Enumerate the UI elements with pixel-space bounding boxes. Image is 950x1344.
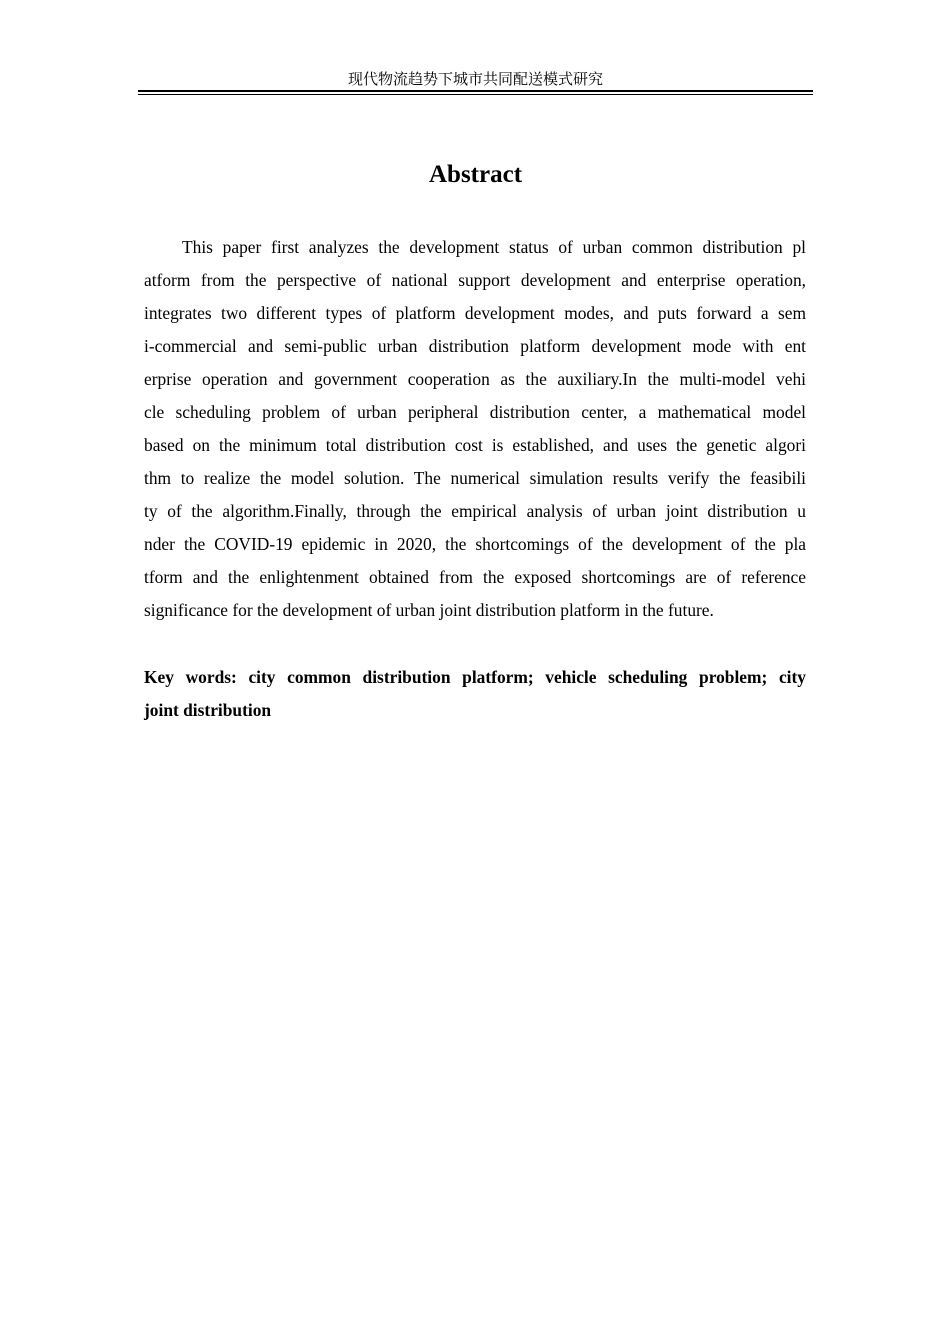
- abstract-line: This paper first analyzes the development status of urban common distribution pl: [182, 237, 806, 257]
- keywords-line: joint distribution: [144, 700, 272, 720]
- abstract-line: based on the minimum total distribution cost is established, and uses the genetic algori: [144, 435, 806, 455]
- abstract-line: nder the COVID-19 epidemic in 2020, the shortcomings of the development of the pla: [144, 534, 806, 554]
- abstract-line: tform and the enlightenment obtained from the exposed shortcomings are of reference: [144, 567, 806, 587]
- header-rule-thin: [138, 94, 813, 95]
- abstract-line: integrates two different types of platform development modes, and puts forward a sem: [144, 303, 806, 323]
- abstract-line: atform from the perspective of national support development and enterprise operation,: [144, 270, 806, 290]
- keywords-line: Key words: city common distribution platform; vehicle scheduling problem; city: [144, 667, 806, 687]
- abstract-line: thm to realize the model solution. The numerical simulation results verify the feasibili: [144, 468, 806, 488]
- header-rule-thick: [138, 90, 813, 92]
- abstract-line: i-commercial and semi-public urban distribution platform development mode with ent: [144, 336, 806, 356]
- abstract-line: erprise operation and government cooperation as the auxiliary.In the multi-model vehi: [144, 369, 806, 389]
- keywords: [144, 661, 806, 727]
- abstract-title: Abstract: [428, 161, 523, 188]
- abstract-line: ty of the algorithm.Finally, through the empirical analysis of urban joint distribution u: [144, 501, 806, 521]
- abstract-line: significance for the development of urban joint distribution platform in the future.: [144, 600, 714, 620]
- abstract-body: [144, 231, 806, 627]
- running-header: 现代物流趋势下城市共同配送模式研究: [347, 70, 603, 88]
- abstract-line: cle scheduling problem of urban peripheral distribution center, a mathematical model: [144, 402, 806, 422]
